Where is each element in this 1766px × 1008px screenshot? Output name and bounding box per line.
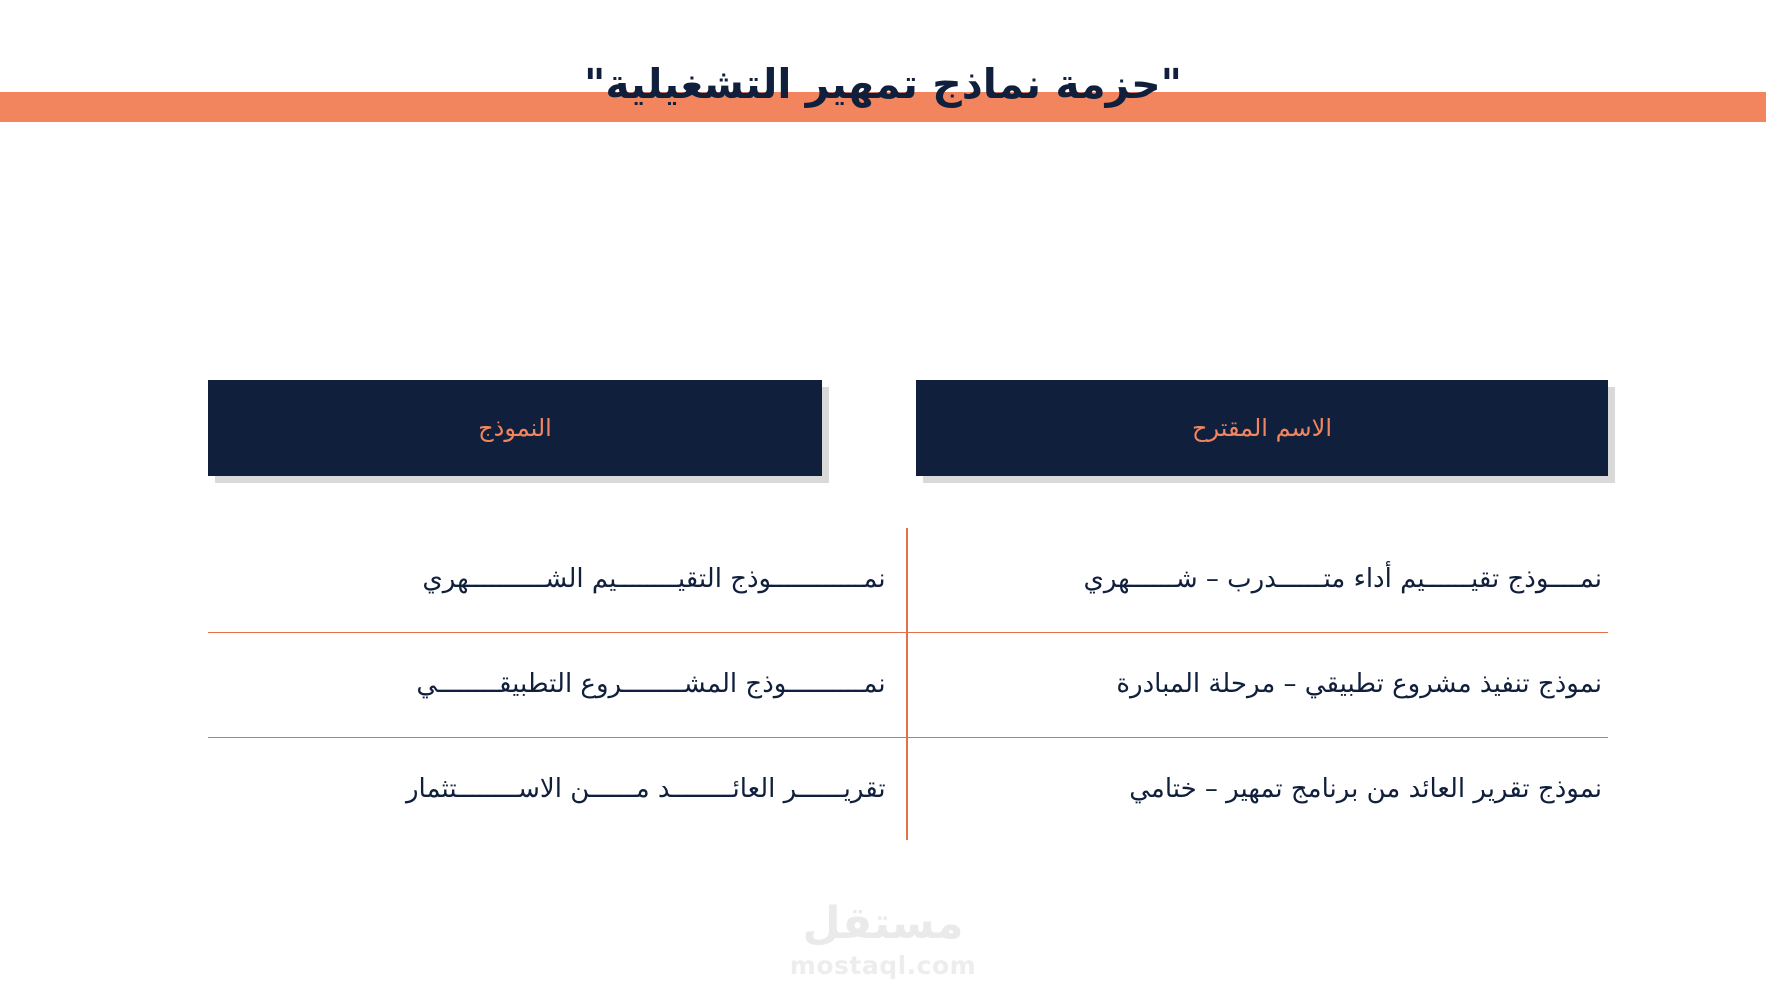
table-header-row — [208, 380, 1608, 476]
watermark — [0, 898, 1766, 980]
table-body — [208, 528, 1608, 842]
models-table — [208, 380, 1608, 805]
column-header-suggested-name-label: الاسم المقترح — [1191, 414, 1333, 442]
column-header-model-label: النموذج — [478, 414, 552, 442]
cell-suggested-name: نموذج تقرير العائد من برنامج تمهير – ختامي — [1129, 774, 1602, 805]
table-row — [208, 737, 1608, 842]
watermark-url: mostaql.com — [789, 951, 977, 980]
table-row — [208, 528, 1608, 632]
cell-model: نمــــــــــوذج المشــــــــروع التطبيقــــــــي — [416, 669, 886, 700]
column-header-suggested-name — [916, 380, 1608, 476]
cell-suggested-name: نمــــوذج تقيــــــيم أداء متــــــدرب – شــــــهري — [1083, 564, 1602, 595]
cell-model: تقريــــــر العائــــــــد مــــــن الاســــــــتثمار — [406, 774, 886, 805]
cell-model: نمــــــــــــوذج التقيــــــــيم الشــــــــــهري — [422, 564, 886, 595]
cell-suggested-name: نموذج تنفيذ مشروع تطبيقي – مرحلة المبادرة — [1116, 669, 1602, 700]
watermark-logo: مستقل — [802, 898, 964, 949]
column-header-model — [208, 380, 822, 476]
page-title: "حزمة نماذج تمهير التشغيلية" — [583, 60, 1183, 108]
table-row — [208, 632, 1608, 737]
